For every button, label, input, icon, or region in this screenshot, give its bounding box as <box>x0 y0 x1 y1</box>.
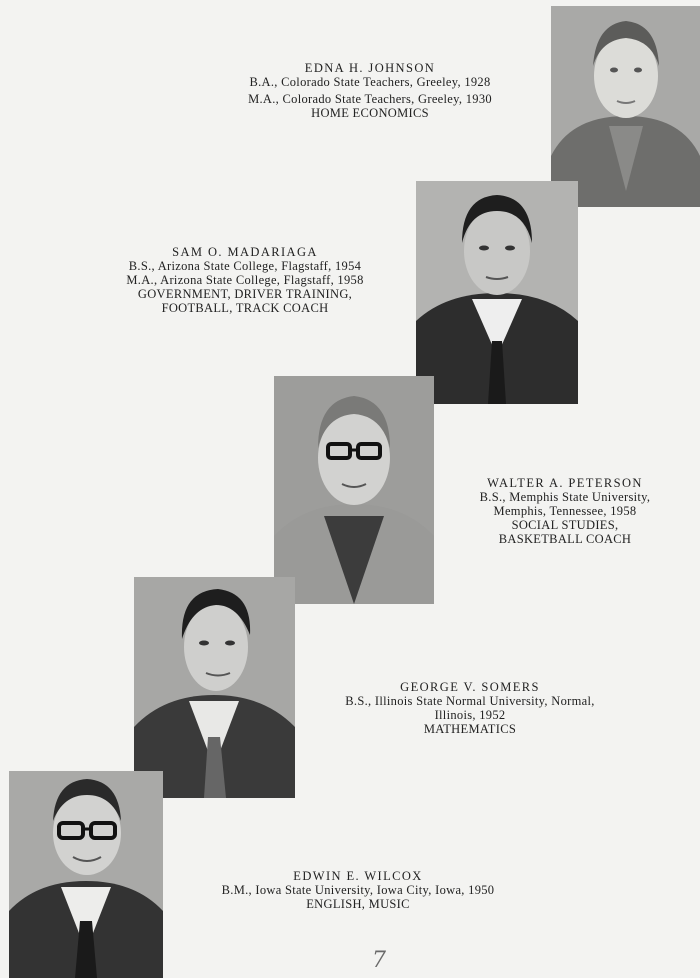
bio-walter-peterson <box>440 476 690 546</box>
portrait-man-glasses-icon <box>9 771 163 978</box>
portrait-man-glasses-icon <box>274 376 434 604</box>
degree-line: Illinois, 1952 <box>434 708 506 722</box>
degree-line: M.A., Colorado State Teachers, Greeley, 1930 <box>248 92 492 106</box>
faculty-name: SAM O. MADARIAGA <box>172 245 318 259</box>
degree-line: B.S., Memphis State University, <box>479 490 651 504</box>
faculty-name: EDNA H. JOHNSON <box>304 61 436 75</box>
subject-line: FOOTBALL, TRACK COACH <box>161 301 329 315</box>
bio-edwin-wilcox <box>170 869 546 911</box>
faculty-name: WALTER A. PETERSON <box>487 476 643 490</box>
faculty-name: GEORGE V. SOMERS <box>400 680 540 694</box>
subject-line: MATHEMATICS <box>423 722 517 736</box>
degree-line: B.A., Colorado State Teachers, Greeley, 1928 <box>249 75 491 89</box>
degree-line: Memphis, Tennessee, 1958 <box>493 504 637 518</box>
degree-line: B.M., Iowa State University, Iowa City, Iowa, 1950 <box>221 883 495 897</box>
subject-line: BASKETBALL COACH <box>498 532 632 546</box>
portrait-sam-madariaga <box>416 181 578 404</box>
subject-line: HOME ECONOMICS <box>311 106 429 120</box>
portrait-george-somers <box>134 577 295 798</box>
bio-george-somers <box>300 680 640 736</box>
degree-line: B.S., Illinois State Normal University, Normal, <box>345 694 595 708</box>
page-number: 7 <box>372 948 386 973</box>
degree-line: M.A., Arizona State College, Flagstaff, 1958 <box>126 273 364 287</box>
portrait-edna-johnson <box>551 6 700 207</box>
subject-line: SOCIAL STUDIES, <box>511 518 619 532</box>
subject-line: GOVERNMENT, DRIVER TRAINING, <box>137 287 353 301</box>
faculty-name: EDWIN E. WILCOX <box>293 869 423 883</box>
portrait-woman-icon <box>551 6 700 207</box>
bio-sam-madariaga <box>75 245 415 315</box>
portrait-man-icon <box>416 181 578 404</box>
portrait-edwin-wilcox <box>9 771 163 978</box>
portrait-man-icon <box>134 577 295 798</box>
degree-line: B.S., Arizona State College, Flagstaff, 1954 <box>128 259 362 273</box>
portrait-walter-peterson <box>274 376 434 604</box>
bio-edna-johnson <box>205 61 535 120</box>
subject-line: ENGLISH, MUSIC <box>306 897 410 911</box>
